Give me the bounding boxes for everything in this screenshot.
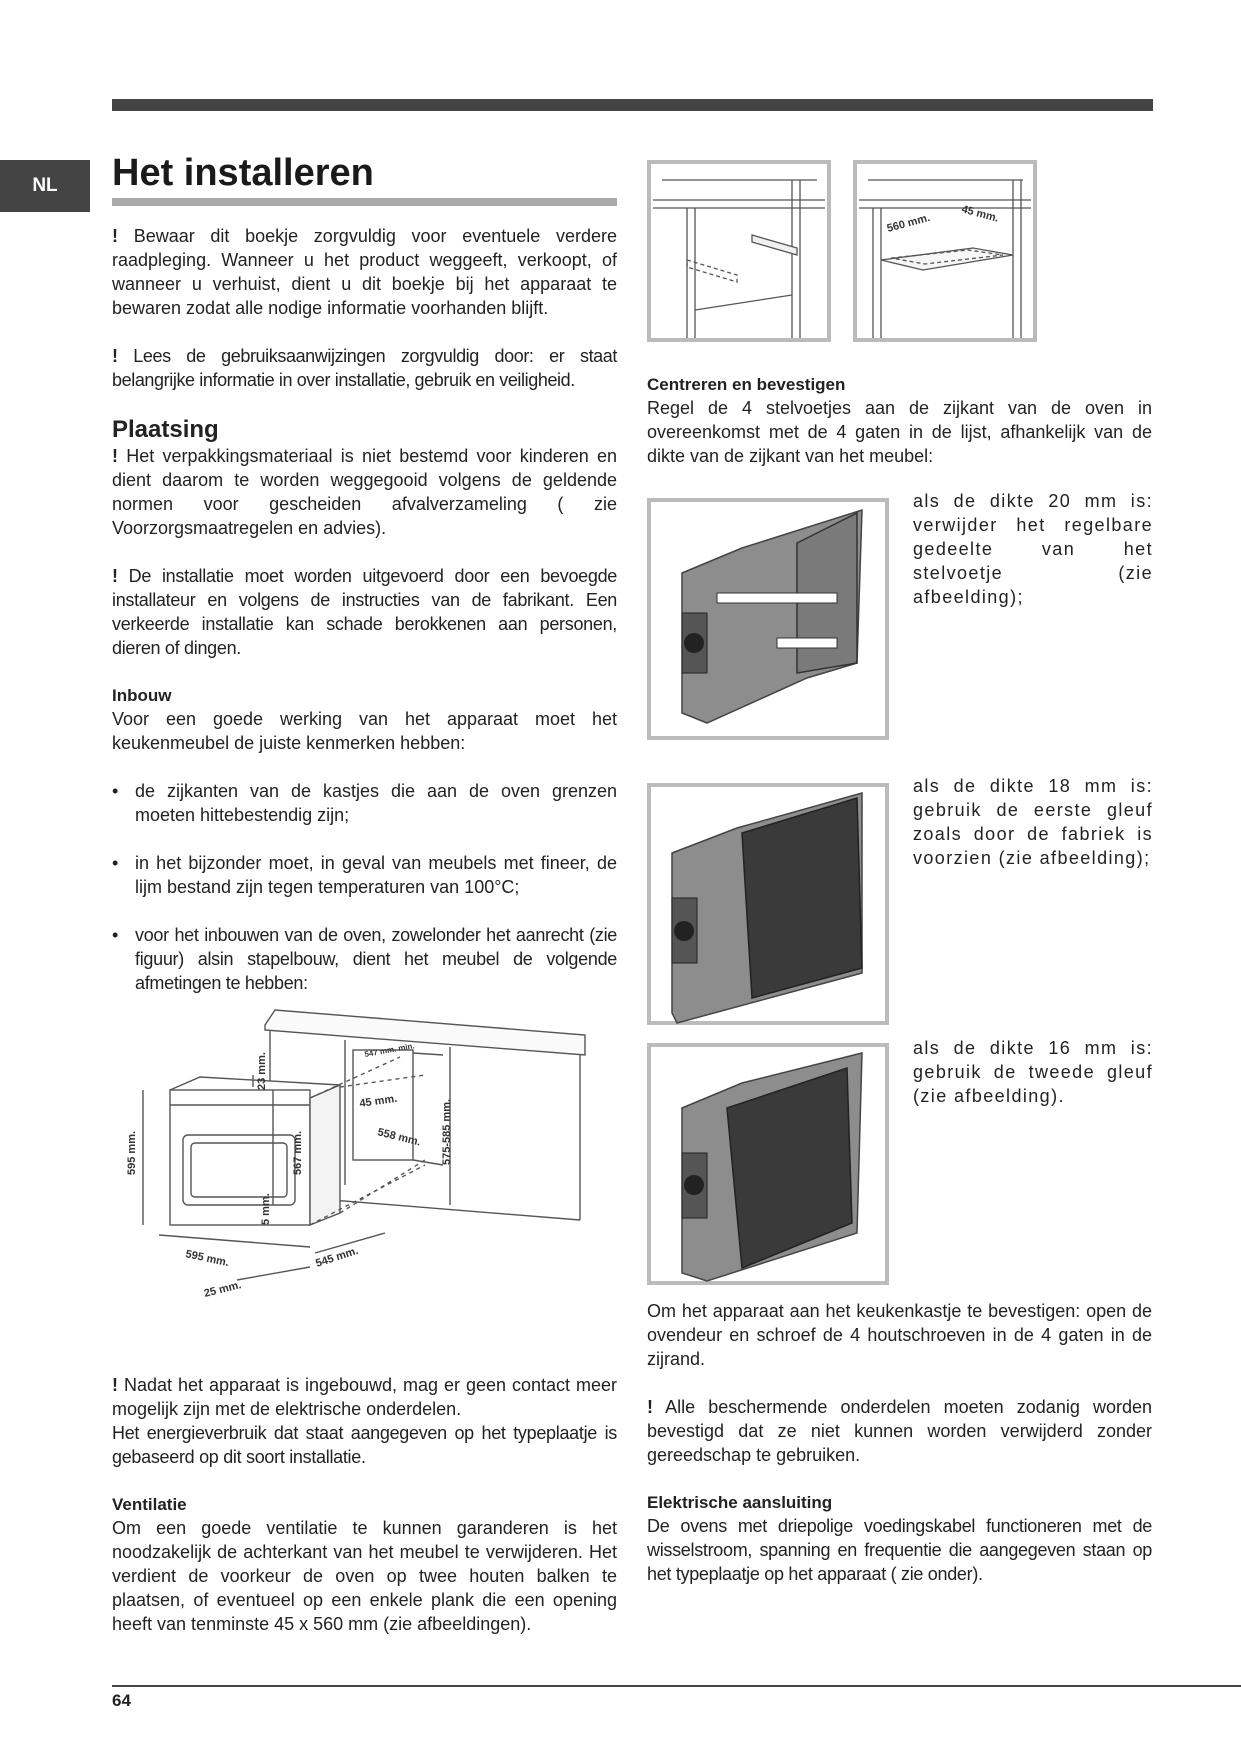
centreren-heading: Centreren en bevestigen [647,375,846,394]
top-rule [112,99,1153,111]
ventilatie-paragraph: Om een goede ventilatie te kunnen garanderen is het noodzakelijk de achterkant van het meubel te verwijderen. Het verdient de voorkeur de oven op twee houten balken te plaatsen, of eventueel op een enkele plank die een opening heeft van tenminste 45 x 560 mm (zie afbeeldingen). [112,1518,617,1634]
page-number: 64 [112,1691,131,1710]
energy-paragraph: Het energieverbruik dat staat aangegeven op het typeplaatje is gebaseerd op dit soort installatie. [112,1423,617,1467]
plaatsing-paragraph-1: ! Het verpakkingsmateriaal is niet bestemd voor kinderen en dient daarom te worden weggegooid volgens de geldende normen voor gescheiden afvalverzameling ( zie Voorzorgsmaatregelen en advies). [112,446,617,538]
list-item: • in het bijzonder moet, in geval van meubels met fineer, de lijm bestand zijn tegen temperaturen van 100°C; [112,851,617,899]
centreren-section [647,373,1152,468]
elektrisch-paragraph: De ovens met driepolige voedingskabel functioneren met de wisselstroom, spanning en frequentie die aangegeven staan op het typeplaatje op het apparaat ( zie onder). [647,1516,1152,1584]
inbouw-paragraph: Voor een goede werking van het apparaat moet het keukenmeubel de juiste kenmerken hebben: [112,709,617,753]
dim-5: 5 mm. [260,1193,272,1225]
dim-595-width: 595 mm. [184,1248,230,1270]
dim-567: 567 mm. [292,1130,304,1175]
intro-paragraph-1: ! Bewaar dit boekje zorgvuldig voor eventuele verdere raadpleging. Wanneer u het product weggeeft, verkoopt, of wanneer u verhuist, dient u dit boekje bij het apparaat te bewaren zodat alle nodige informatie voorhanden blijft. [112,226,617,318]
after-install-paragraph: ! Nadat het apparaat is ingebouwd, mag er geen contact meer mogelijk zijn met de elektrische onderdelen. [112,1375,617,1419]
dim-45: 45 mm. [358,1092,398,1110]
list-item: • de zijkanten van de kastjes die aan de oven grenzen moeten hittebestendig zijn; [112,779,617,827]
plaatsing-paragraph-2: ! De installatie moet worden uitgevoerd door een bevoegde installateur en volgens de instructies van de fabrikant. Een verkeerde installatie kan schade berokkenen aan personen, dieren of dingen. [112,566,618,658]
dim-25: 25 mm. [202,1279,243,1300]
dim-575-585: 575-585 mm. [441,1098,453,1165]
fixing-figure-16mm [647,1043,889,1285]
language-tab: NL [0,160,90,212]
dim-23: 23 mm. [256,1052,268,1090]
inbouw-list [112,779,617,995]
page-title: Het installeren [112,150,617,206]
centreren-paragraph: Regel de 4 stelvoetjes aan de zijkant van de oven in overeenkomst met de 4 gaten in de lijst, afhankelijk van de dikte van de zijkant van het meubel: [647,398,1152,466]
left-column-bottom [112,1373,617,1636]
ventilation-figure-beams [647,160,831,342]
protect-paragraph: ! Alle beschermende onderdelen moeten zodanig worden bevestigd dat ze niet kunnen worden verwijderd zonder gereedschap te gebruiken. [647,1397,1152,1465]
fix-paragraph: Om het apparaat aan het keukenkastje te bevestigen: open de ovendeur en schroef de 4 houtschroeven in de 4 gaten in de zijrand. [647,1301,1152,1369]
ventilatie-heading: Ventilatie [112,1495,187,1514]
dim-595-height: 595 mm. [126,1130,138,1175]
elektrisch-heading: Elektrische aansluiting [647,1493,833,1512]
dim-547-min: 547 mm. min. [363,1041,416,1059]
caption-18mm: als de dikte 18 mm is: gebruik de eerste gleuf zoals door de fabriek is voorzien (zie afbeelding); [913,776,1153,868]
ventilation-figure-opening [853,160,1037,342]
left-column [112,150,617,1019]
fixing-figure-20mm [647,498,889,740]
vent-dim-45: 45 mm. [960,203,1000,225]
inbouw-heading: Inbouw [112,686,172,705]
caption-16mm: als de dikte 16 mm is: gebruik de tweede gleuf (zie afbeelding). [913,1038,1153,1106]
footer-rule [112,1685,1241,1687]
caption-20mm: als de dikte 20 mm is: verwijder het regelbare gedeelte van het stelvoetje (zie afbeelding); [913,491,1153,607]
dim-558: 558 mm. [376,1126,422,1149]
right-column-bottom [647,1299,1152,1586]
vent-dim-560: 560 mm. [885,211,932,235]
fixing-figure-18mm [647,783,889,1025]
plaatsing-heading: Plaatsing [112,416,219,443]
installation-dimension-diagram [125,995,595,1345]
list-item: • voor het inbouwen van de oven, zowelonder het aanrecht (zie figuur) alsin stapelbouw, dient het meubel de volgende afmetingen te hebben: [112,923,617,995]
dim-545: 545 mm. [314,1244,360,1270]
intro-paragraph-2: ! Lees de gebruiksaanwijzingen zorgvuldig door: er staat belangrijke informatie in over installatie, gebruik en veiligheid. [112,346,617,390]
